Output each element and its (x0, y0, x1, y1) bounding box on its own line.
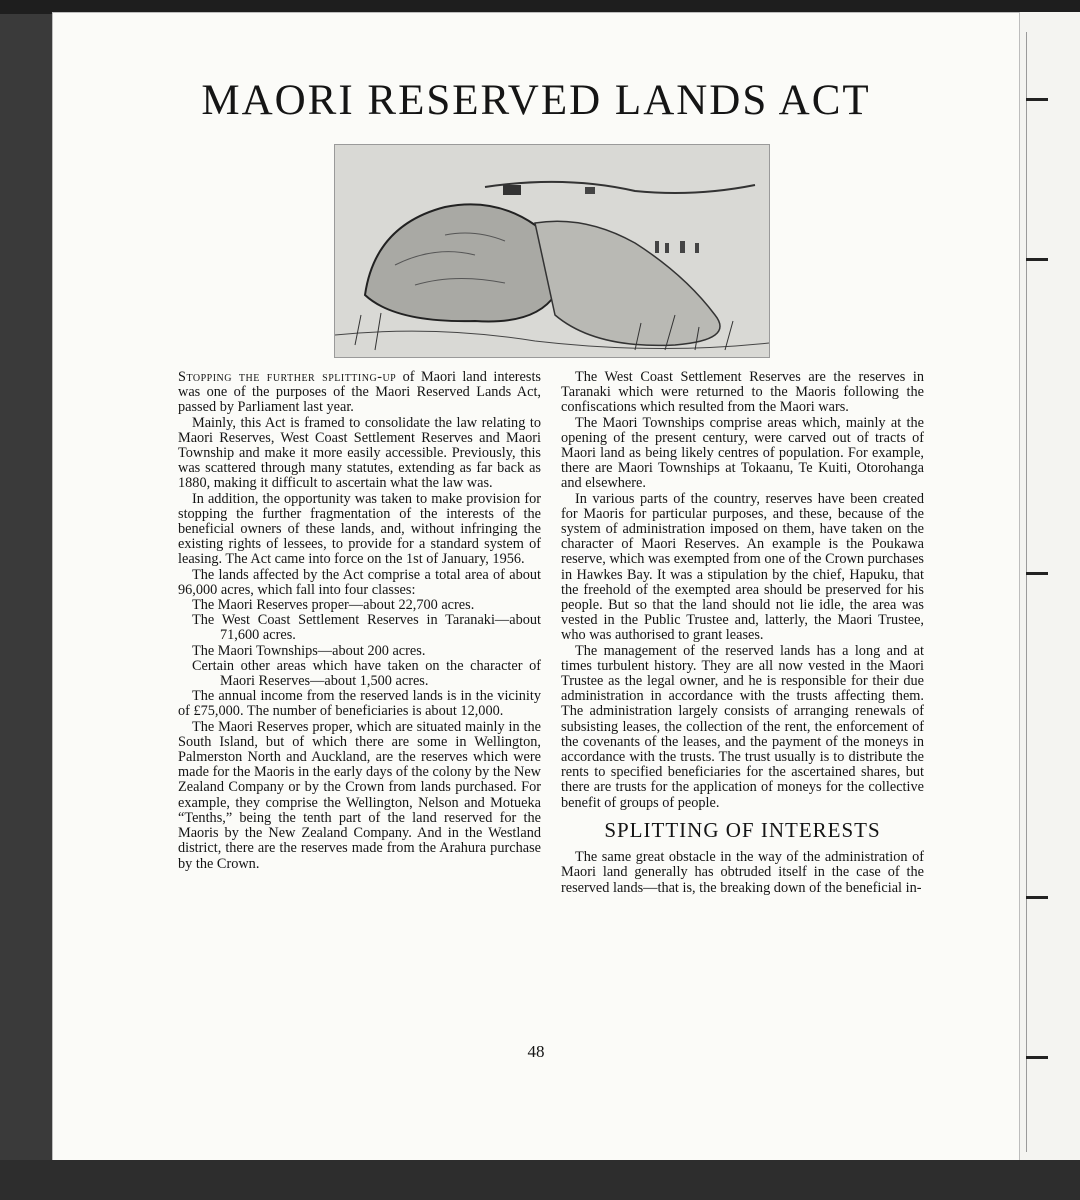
left-column (178, 370, 541, 872)
lead-paragraph (178, 370, 541, 416)
paragraph: The management of the reserved lands has a long and at times turbulent history. They are all now vested in the Maori Trustee as the legal owner, and he is responsible for their due administration in accordance with the trusts affecting them. The administration largely consists of arranging renewals of subsisting leases, the collection of the rent, the enforcement of the covenants of the leases, and the payment of the moneys in accordance with the trusts. The trust usually is to distribute the rents to specified beneficiaries for the ascertained shares, but there are trusts for the application of moneys for the collective benefit of groups of people. (561, 642, 924, 811)
section-heading: SPLITTING OF INTERESTS (604, 817, 881, 842)
illustration-drawing (335, 145, 769, 357)
paragraph: The annual income from the reserved lands is in the vicinity of £75,000. The number of beneficiaries is about 12,000. (178, 688, 541, 720)
paragraph: The lands affected by the Act comprise a total area of about 96,000 acres, which fall into four classes: (178, 566, 541, 598)
lead-smallcaps: Stopping the further splitting-up (178, 369, 397, 385)
landscape-sketch-icon (334, 144, 770, 358)
right-column (561, 370, 924, 896)
facing-page-edge (1020, 12, 1080, 1172)
margin-tick (1026, 258, 1048, 261)
paragraph: The same great obstacle in the way of the administration of Maori land generally has obtruded itself in the case of the reserved lands—that is, the breaking down of the beneficial in- (561, 849, 924, 896)
margin-tick (1026, 572, 1048, 575)
paragraph: In addition, the opportunity was taken to make provision for stopping the further fragmentation of the interests of the beneficial owners of these lands, and, without infringing the existing rights of lessees, to provide for a standard system of leasing. The Act came into force on the 1st of January, 1956. (178, 490, 541, 568)
class-list-item: The West Coast Settlement Reserves in Taranaki—about 71,600 acres. (192, 612, 541, 644)
scan-border-bottom (0, 1160, 1080, 1200)
lead-text: of Maori land interests was one of the purposes of the Maori Reserved Lands Act, passed by Parliament last year. (178, 369, 541, 416)
paragraph: Mainly, this Act is framed to consolidate the law relating to Maori Reserves, West Coast Settlement Reserves and Maori Township and make it more easily accessible. Previously, this was scattered through many statutes, extending as far back as 1880, making it difficult to ascertain what the law was. (178, 414, 541, 492)
page-number: 48 (527, 1042, 545, 1061)
margin-tick (1026, 896, 1048, 899)
paragraph: The Maori Townships comprise areas which, mainly at the opening of the present century, were carved out of tracts of Maori land as being likely centres of population. For example, there are Maori Townships at Tokaanu, Te Kuiti, Otorohanga and elsewhere. (561, 414, 924, 492)
paragraph: In various parts of the country, reserves have been created for Maoris for particular purposes, and these, because of the system of administration imposed on them, have taken on the character of Maori Reserves. An example is the Poukawa reserve, which was exempted from one of the Crown purchases in Hawkes Bay. It was a stipulation by the chief, Hapuku, that the freehold of the exempted area should be preserved for his people. But so that the land should not lie idle, the area was vested in the Public Trustee and, latterly, the Maori Trustee, who was authorised to grant leases. (561, 490, 924, 644)
paragraph: The West Coast Settlement Reserves are the reserves in Taranaki which were returned to the Maoris following the confiscations which resulted from the Maori wars. (561, 369, 924, 416)
paragraph: The Maori Reserves proper, which are situated mainly in the South Island, but of which there are some in Wellington, Palmerston North and Auckland, are the reserves which were made for the Maoris in the early days of the colony by the New Zealand Company or by the Crown from lands purchased. For example, they comprise the Wellington, Nelson and Motueka “Tenths,” being the tenth part of the land reserved for the Maoris by the New Zealand Company. And in the Westland district, there are the reserves made from the Arahura purchase by the Crown. (178, 718, 541, 872)
class-list-item: Certain other areas which have taken on the character of Maori Reserves—about 1,500 acres. (192, 657, 541, 690)
class-list-item: The Maori Reserves proper—about 22,700 acres. (192, 597, 475, 614)
margin-rule (1026, 32, 1027, 1152)
margin-tick (1026, 98, 1048, 101)
page-title: MAORI RESERVED LANDS ACT (201, 77, 871, 124)
margin-tick (1026, 1056, 1048, 1059)
document-page (52, 12, 1020, 1162)
class-list-item: The Maori Townships—about 200 acres. (192, 642, 426, 659)
